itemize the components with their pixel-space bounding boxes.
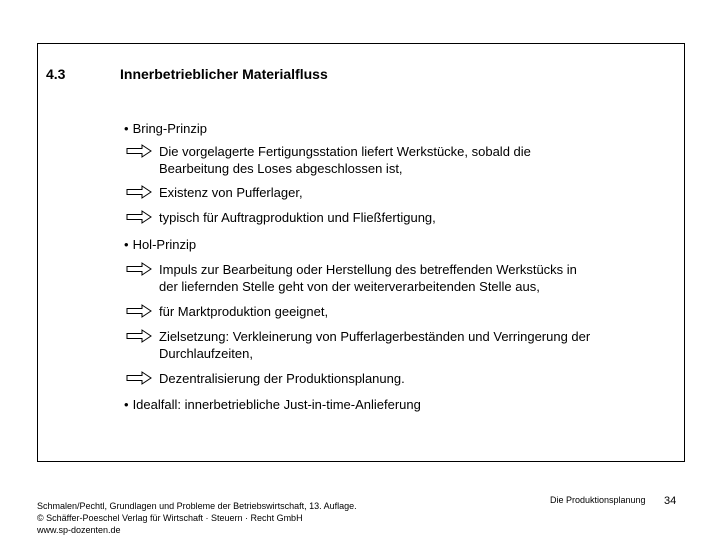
section-title: Innerbetrieblicher Materialfluss bbox=[120, 66, 328, 82]
footer-line: Schmalen/Pechtl, Grundlagen und Probleme der Betriebswirtschaft, 13. Auflage. bbox=[37, 501, 357, 511]
sub-item bbox=[126, 184, 646, 201]
sub-item-line: Durchlaufzeiten, bbox=[159, 346, 253, 361]
bullet-label: Hol-Prinzip bbox=[132, 237, 197, 252]
arrow-right-icon bbox=[126, 185, 152, 199]
bullet-dot: • bbox=[124, 121, 129, 136]
arrow-right-icon bbox=[126, 304, 152, 318]
arrow-right-icon bbox=[126, 329, 152, 343]
sub-item-line: Zielsetzung: Verkleinerung von Pufferlagerbeständen und Verringerung der bbox=[159, 329, 591, 344]
sub-item-line: Die vorgelagerte Fertigungsstation liefert Werkstücke, sobald die bbox=[159, 144, 531, 159]
sub-item bbox=[126, 261, 646, 295]
bullet-idealfall bbox=[124, 396, 421, 413]
arrow-right-icon bbox=[126, 262, 152, 276]
arrow-right-icon bbox=[126, 210, 152, 224]
sub-item-line: Impuls zur Bearbeitung oder Herstellung des betreffenden Werkstücks in bbox=[159, 262, 577, 277]
bullet-label: Idealfall: innerbetriebliche Just-in-time-Anlieferung bbox=[132, 397, 421, 412]
sub-item bbox=[126, 209, 646, 226]
bullet-label: Bring-Prinzip bbox=[132, 121, 207, 136]
sub-item bbox=[126, 143, 646, 177]
arrow-right-icon bbox=[126, 371, 152, 385]
bullet-dot: • bbox=[124, 237, 129, 252]
sub-item-line: Existenz von Pufferlager, bbox=[159, 185, 303, 200]
sub-item bbox=[126, 303, 646, 320]
sub-item-line: für Marktproduktion geeignet, bbox=[159, 304, 329, 319]
sub-item-line: typisch für Auftragproduktion und Fließfertigung, bbox=[159, 210, 436, 225]
sub-item-line: Bearbeitung des Loses abgeschlossen ist, bbox=[159, 161, 403, 176]
arrow-right-icon bbox=[126, 144, 152, 158]
chapter-label: Die Produktionsplanung bbox=[550, 495, 646, 505]
footer-line: © Schäffer-Poeschel Verlag für Wirtschaft · Steuern · Recht GmbH bbox=[37, 513, 303, 523]
sub-item bbox=[126, 328, 646, 362]
bullet-dot: • bbox=[124, 397, 129, 412]
bullet-hol-prinzip bbox=[124, 236, 196, 253]
footer-citation bbox=[37, 500, 357, 536]
sub-item bbox=[126, 370, 646, 387]
footer-line: www.sp-dozenten.de bbox=[37, 525, 121, 535]
sub-item-line: Dezentralisierung der Produktionsplanung. bbox=[159, 371, 405, 386]
section-number: 4.3 bbox=[46, 66, 66, 82]
sub-item-line: der liefernden Stelle geht von der weiterverarbeitenden Stelle aus, bbox=[159, 279, 540, 294]
bullet-bring-prinzip bbox=[124, 120, 207, 137]
page-number: 34 bbox=[664, 495, 677, 507]
